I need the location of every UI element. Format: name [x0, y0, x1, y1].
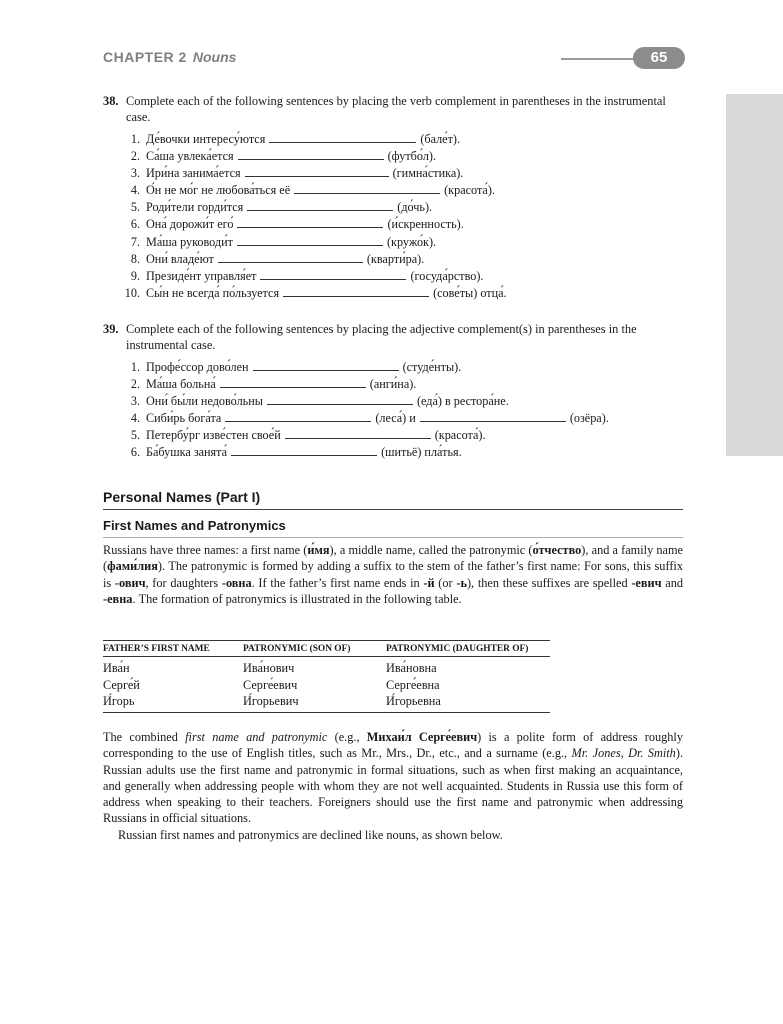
exercise-instruction: Complete each of the following sentences by placing the adjective complement(s) in parentheses in the instrumental case. [126, 322, 637, 352]
answer-blank[interactable] [285, 427, 431, 439]
answer-blank[interactable] [237, 234, 383, 246]
running-header [103, 49, 683, 69]
column-header: FATHER’S FIRST NAME [103, 641, 243, 657]
exercise-item: 10. Сы́н не всегда́ по́льзуется (сове́ты) отца́. [124, 285, 507, 300]
table-cell: Ива́нович [243, 661, 295, 675]
exercise-item: 3. Они́ бы́ли недово́льны (еда́) в рестора́не. [130, 394, 509, 409]
exercise-item: 3. Ири́на занима́ется (гимна́стика). [130, 166, 464, 181]
exercise-items [103, 131, 688, 302]
exercise-instruction: Complete each of the following sentences by placing the verb complement in parentheses in the instrumental case. [126, 94, 666, 124]
address-paragraph: The combined first name and patronymic (e.g., Михаи́л Серге́евич) is a polite form of address roughly corresponding to the use of English titles, such as Mr., Mrs., Dr., etc., and a surname (e.g., Mr. Jones, Dr. Smith). Russian adults use the first name and patronymic in formal situations, such as when first making an acquaintance, and generally when addressing people with whom they are not well acquainted. Students in Russia use this form of address when speaking to their teachers. Foreigners should use the first name and patronymic when addressing Russians in official situations. [103, 730, 684, 826]
exercise-item: 5. Петербу́рг изве́стен свое́й (красота́). [130, 428, 486, 443]
table-header-row [103, 641, 550, 657]
answer-blank[interactable] [253, 359, 399, 371]
section-heading-rule [103, 509, 683, 510]
answer-blank[interactable] [225, 410, 371, 422]
answer-blank[interactable] [247, 199, 393, 211]
section-heading: Personal Names (Part I) [103, 489, 261, 505]
table-cell: Ива́новна [386, 661, 437, 675]
exercise-item: 6. Ба́бушка занята́ (шитьё) пла́тья. [130, 445, 462, 460]
table-row [103, 657, 550, 677]
answer-blank[interactable] [220, 376, 366, 388]
exercise-item: 2. Са́ша увлека́ется (футбо́л). [130, 149, 437, 164]
answer-blank[interactable] [260, 268, 406, 280]
exercise-39 [103, 321, 688, 462]
header-rule [561, 58, 641, 60]
exercise-item: 4. О́н не мо́г не любова́ться её (красота́). [130, 183, 495, 198]
chapter-title: Nouns [192, 49, 237, 65]
table-cell: И́горьевич [243, 693, 386, 712]
answer-blank[interactable] [269, 131, 416, 143]
exercise-item: 1. Профе́ссор дово́лен (студе́нты). [130, 360, 462, 374]
exercise-item: 2. Ма́ша больна́ (анги́на). [130, 377, 417, 392]
subsection-heading-rule [103, 537, 683, 538]
answer-blank[interactable] [420, 410, 566, 422]
exercise-number: 38. [103, 94, 119, 108]
column-header: PATRONYMIC (SON OF) [243, 641, 386, 657]
answer-blank[interactable] [283, 285, 429, 297]
table-cell: Серге́евна [386, 677, 440, 692]
subsection-heading: First Names and Patronymics [103, 518, 286, 533]
page-number: 65 [633, 47, 685, 69]
table-cell: Ива́н [103, 661, 130, 675]
exercise-items [103, 359, 688, 462]
answer-blank[interactable] [237, 216, 383, 228]
table-row [103, 677, 550, 694]
intro-paragraph: Russians have three names: a first name (и́мя), a middle name, called the patronymic (о́тчество), and a family name (фами́лия). The patronymic is formed by adding a suffix to the stem of the father’s first name: For sons, this suffix is -ович, for daughters -овна. If the father’s first name ends in -й (or -ь), then these suffixes are spelled -евич and -евна. The formation of patronymics is illustrated in the following table. [103, 543, 683, 606]
exercise-item: 6. Она́ дорожи́т его́ (и́скренность). [130, 217, 464, 232]
table-cell: И́горьевна [386, 693, 550, 712]
answer-blank[interactable] [267, 393, 413, 405]
exercise-item: 8. Они́ владе́ют (кварти́ра). [130, 251, 425, 266]
exercise-item: 4. Сиби́рь бога́та (леса́) и (озёра). [130, 411, 609, 426]
exercise-item: 7. Ма́ша руководи́т (кружо́к). [130, 234, 437, 249]
answer-blank[interactable] [238, 148, 384, 160]
table-cell: Серге́евич [243, 677, 298, 692]
exercise-item: 9. Президе́нт управля́ет (госуда́рство). [130, 268, 484, 283]
column-header: PATRONYMIC (DAUGHTER OF) [386, 641, 550, 657]
table-row [103, 693, 550, 712]
answer-blank[interactable] [231, 444, 377, 456]
exercise-item: 1. Де́вочки интересу́ются (бале́т). [130, 132, 461, 146]
table-cell: Серге́й [103, 677, 140, 692]
table-cell: И́горь [103, 693, 243, 712]
answer-blank[interactable] [245, 165, 389, 177]
side-thumb-tab [726, 94, 783, 456]
answer-blank[interactable] [294, 182, 440, 194]
answer-blank[interactable] [218, 251, 363, 263]
declension-paragraph: Russian first names and patronymics are declined like nouns, as shown below. [118, 828, 503, 842]
patronymic-table [103, 640, 550, 713]
chapter-label: CHAPTER 2 Nouns [103, 49, 237, 65]
exercise-number: 39. [103, 322, 119, 336]
exercise-38 [103, 93, 688, 302]
exercise-item: 5. Роди́тели горди́тся (до́чь). [130, 200, 433, 215]
